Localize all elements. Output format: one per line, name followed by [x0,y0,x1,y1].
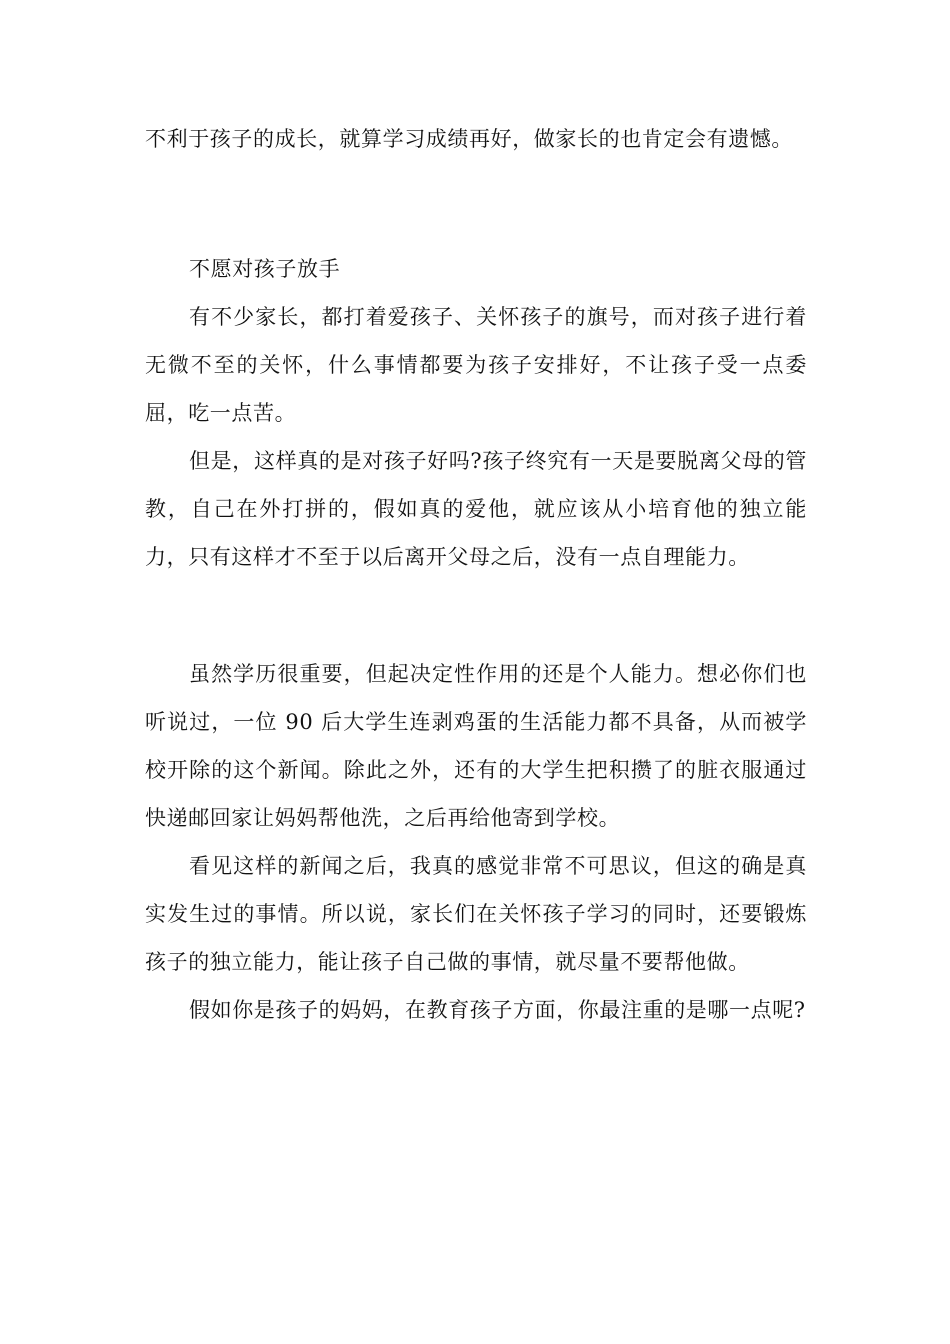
paragraph: 假如你是孩子的妈妈，在教育孩子方面，你最注重的是哪一点呢? [189,998,806,1022]
paragraph: 有不少家长，都打着爱孩子、关怀孩子的旗号，而对孩子进行着无微不至的关怀，什么事情都要为孩子安排好，不让孩子受一点委屈，吃一点苦。 [145,305,807,425]
paragraph: 看见这样的新闻之后，我真的感觉非常不可思议，但这的确是真实发生过的事情。所以说，家长们在关怀孩子学习的同时，还要锻炼孩子的独立能力，能让孩子自己做的事情，就尽量不要帮他做。 [145,854,807,974]
text-block-bottom [145,650,807,1034]
text-block-top [145,115,807,163]
paragraph: 不利于孩子的成长，就算学习成绩再好，做家长的也肯定会有遗憾。 [145,127,793,151]
text-block-section [145,245,807,581]
paragraph: 但是，这样真的是对孩子好吗?孩子终究有一天是要脱离父母的管教，自己在外打拼的，假如真的爱他，就应该从小培育他的独立能力，只有这样才不至于以后离开父母之后，没有一点自理能力。 [145,449,807,569]
section-heading: 不愿对孩子放手 [189,257,341,281]
paragraph: 虽然学历很重要，但起决定性作用的还是个人能力。想必你们也听说过，一位 90 后大学生连剥鸡蛋的生活能力都不具备，从而被学校开除的这个新闻。除此之外，还有的大学生把积攒了的脏衣服通过快递邮回家让妈妈帮他洗，之后再给他寄到学校。 [145,662,807,830]
